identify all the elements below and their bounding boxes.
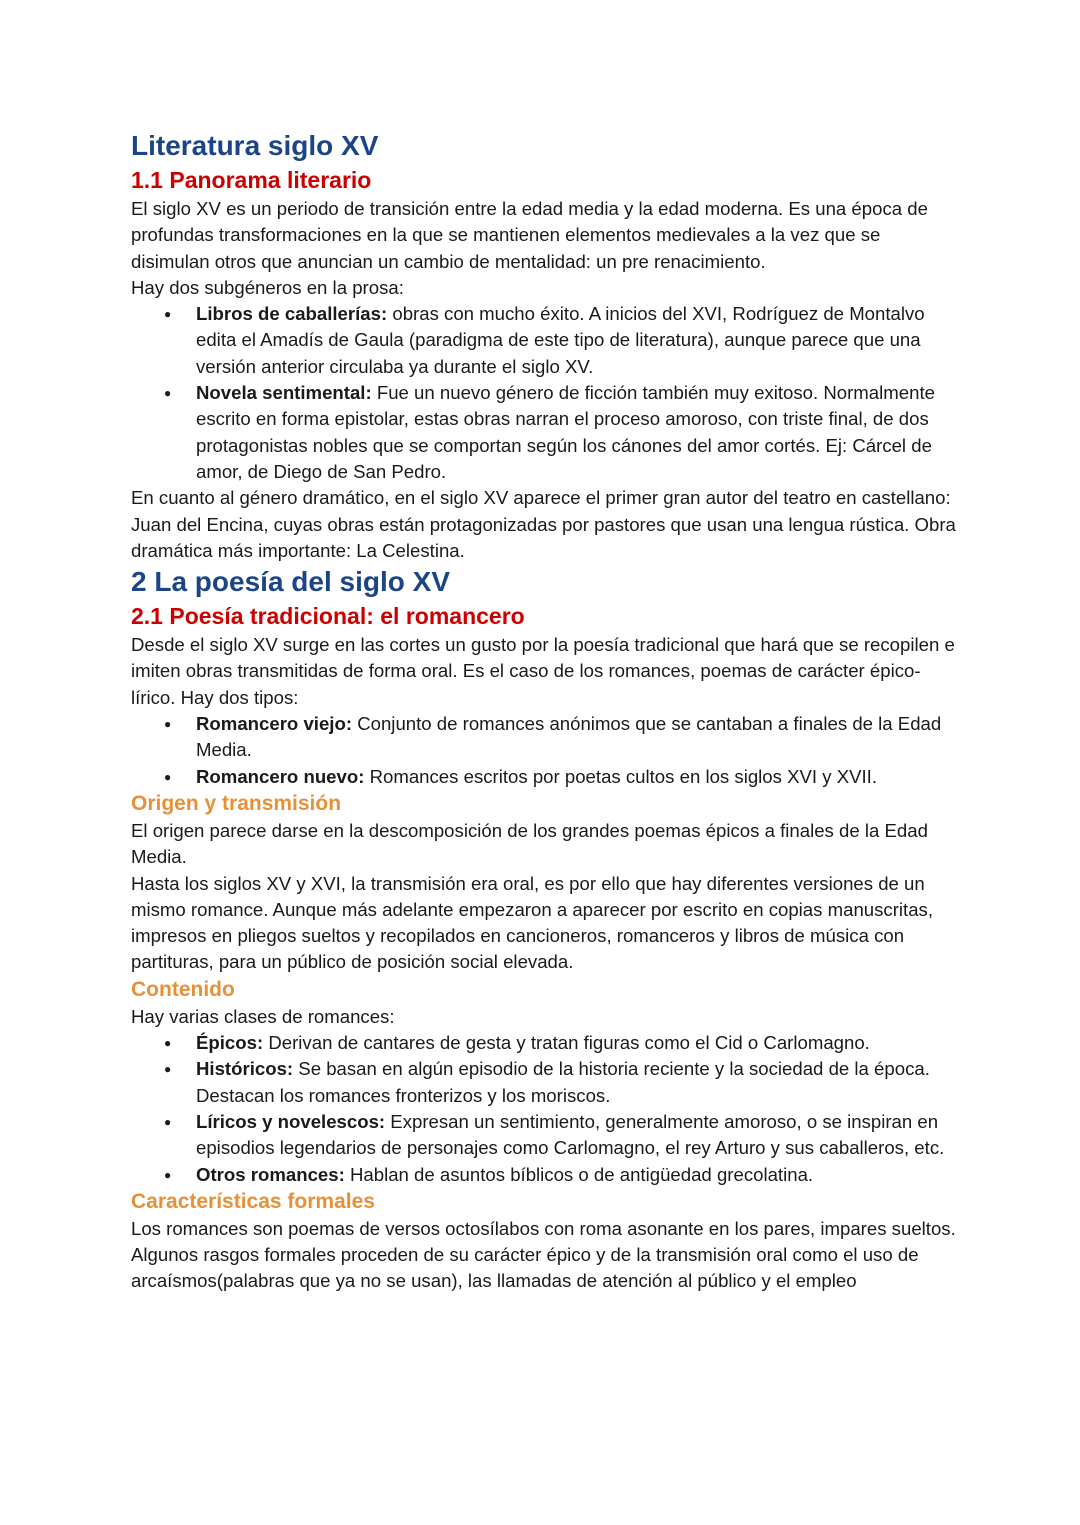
list-item-term: Romancero viejo: xyxy=(196,713,353,735)
list-item-text: Expresan un sentimiento, generalmente amoroso, o se inspiran en episodios legendarios de personajes como Carlomagno, el rey Arturo y sus caballeros, etc. xyxy=(196,1110,945,1159)
subheading-contenido: Contenido xyxy=(131,977,235,1001)
paragraph-transmision: Hasta los siglos XV y XVI, la transmisión era oral, es por ello que hay diferentes versiones de un mismo romance. Aunque más adelante empezaron a aparecer por escrito en copias manuscritas, impresos en pliegos sueltos y recopilados en cancioneros, romanceros y libros de música con partituras, para un público de posición social elevada. xyxy=(131,872,934,973)
list-item xyxy=(196,301,961,380)
paragraph-dramatic-genre: En cuanto al género dramático, en el siglo XV aparece el primer gran autor del teatro en castellano: Juan del Encina, cuyas obras están protagonizadas por pastores que usan una lengua rústica. Obra dramática más importante: La Celestina. xyxy=(131,487,956,561)
list-item-term: Líricos y novelescos: xyxy=(196,1110,386,1132)
list-item-text: Hablan de asuntos bíblicos o de antigüedad grecolatina. xyxy=(344,1163,814,1185)
list-item-term: Libros de caballerías: xyxy=(196,303,388,325)
paragraph-origen: El origen parece darse en la descomposición de los grandes poemas épicos a finales de la Edad Media. xyxy=(131,819,928,868)
list-item-term: Históricos: xyxy=(196,1058,294,1080)
document-page xyxy=(131,128,961,1295)
paragraph-lead: Hay dos subgéneros en la prosa: xyxy=(131,276,404,298)
list-item xyxy=(196,1162,961,1188)
list-item-text: Derivan de cantares de gesta y tratan figuras como el Cid o Carlomagno. xyxy=(263,1032,870,1054)
prose-subgenres-list xyxy=(131,301,961,485)
section-heading-panorama: 1.1 Panorama literario xyxy=(131,167,372,193)
list-item xyxy=(196,1109,961,1162)
list-item xyxy=(196,764,961,790)
paragraph-caracteristicas-1: Los romances son poemas de versos octosílabos con roma asonante en los pares, impares sueltos. xyxy=(131,1217,956,1239)
page-title: Literatura siglo XV xyxy=(131,130,379,161)
list-item xyxy=(196,1030,961,1056)
list-item xyxy=(196,1056,961,1109)
list-item-term: Novela sentimental: xyxy=(196,382,372,404)
list-item-text: Se basan en algún episodio de la historia reciente y la sociedad de la época. Destacan los romances fronterizos y los moriscos. xyxy=(196,1058,930,1106)
romancero-types-list xyxy=(131,711,961,790)
paragraph-caracteristicas-2: Algunos rasgos formales proceden de su carácter épico y de la transmisión oral como el uso de arcaísmos(palabras que ya no se usan), las llamadas de atención al público y el empleo xyxy=(131,1244,919,1292)
paragraph-intro: El siglo XV es un periodo de transición entre la edad media y la edad moderna. Es una época de profundas transformaciones en la que se mantienen elementos medievales a la vez que se disimulan otros que anuncian un cambio de mentalidad: un pre renacimiento. xyxy=(131,198,928,272)
romance-classes-list xyxy=(131,1030,961,1188)
section-heading-poesia: 2 La poesía del siglo XV xyxy=(131,566,450,598)
list-item-term: Romancero nuevo: xyxy=(196,765,365,787)
paragraph-contenido-lead: Hay varias clases de romances: xyxy=(131,1005,395,1027)
section-heading-romancero: 2.1 Poesía tradicional: el romancero xyxy=(131,603,525,630)
list-item-text: Conjunto de romances anónimos que se cantaban a finales de la Edad Media. xyxy=(196,713,942,761)
subheading-origen: Origen y transmisión xyxy=(131,791,342,815)
list-item-term: Otros romances: xyxy=(196,1163,345,1185)
list-item xyxy=(196,380,961,485)
list-item xyxy=(196,711,961,764)
list-item-text: Fue un nuevo género de ficción también muy exitoso. Normalmente escrito en forma epistolar, estas obras narran el proceso amoroso, con triste final, de dos protagonistas nobles que se comportan según los cánones del amor cortés. Ej: Cárcel de amor, de Diego de San Pedro. xyxy=(196,382,935,482)
paragraph-romancero-intro: Desde el siglo XV surge en las cortes un gusto por la poesía tradicional que hará que se recopilen e imiten obras transmitidas de forma oral. Es el caso de los romances, poemas de carácter épico-lírico. Hay dos tipos: xyxy=(131,634,955,708)
subheading-caracteristicas: Características formales xyxy=(131,1189,375,1213)
list-item-text: obras con mucho éxito. A inicios del XVI, Rodríguez de Montalvo edita el Amadís de Gaula (paradigma de este tipo de literatura), aunque parece que una versión anterior circulaba ya durante el siglo XV. xyxy=(196,303,925,377)
list-item-text: Romances escritos por poetas cultos en los siglos XVI y XVII. xyxy=(364,765,877,787)
list-item-term: Épicos: xyxy=(196,1032,264,1054)
